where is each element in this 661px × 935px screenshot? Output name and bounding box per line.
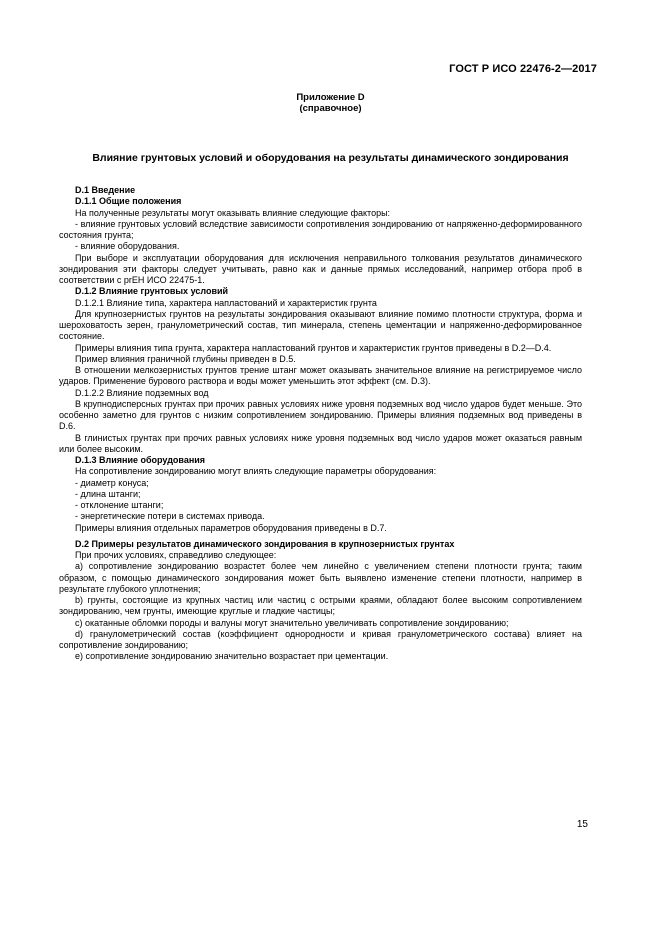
- subsection-heading: D.1.1 Общие положения: [75, 196, 182, 207]
- list-item: a) сопротивление зондированию возрастет более чем линейно с увеличением степени плотности грунта; таким образом, с помощью динамического зондирования может быть выявлено изменение степени плотности, например в результате глубокого уплотнения;: [59, 561, 582, 594]
- list-item: - длина штанги;: [75, 488, 141, 499]
- paragraph: На сопротивление зондированию могут влиять следующие параметры оборудования:: [75, 466, 437, 477]
- list-item: - влияние оборудования.: [75, 241, 180, 252]
- paragraph: Для крупнозернистых грунтов на результаты зондирования оказывают влияние помимо плотности структура, форма и шероховатость зерен, гранулометрический состав, тип минерала, степень цементации и напряженно-деформированное состояние.: [59, 308, 582, 342]
- list-item: b) грунты, состоящие из крупных частиц или частиц с острыми краями, обладают более высоким сопротивлением зондированию, чем грунты, имеющие круглые и гладкие частицы;: [59, 595, 582, 617]
- paragraph: В глинистых грунтах при прочих равных условиях ниже уровня подземных вод число ударов может оказаться равным или более высоким.: [59, 432, 582, 454]
- clause-heading: D.1.2.2 Влияние подземных вод: [75, 387, 209, 398]
- paragraph: При прочих условиях, справедливо следующее:: [75, 550, 277, 560]
- paragraph: При выборе и эксплуатации оборудования для исключения неправильного толкования результатов динамического зондирования эти факторы следует учитывать, равно как и данные прямых исследований, например отбора проб в соответствии с prEH ИСО 22475-1.: [59, 252, 582, 285]
- page-number: 15: [576, 819, 588, 830]
- section-heading: D.1 Введение: [75, 185, 136, 195]
- annex-title: Приложение D: [296, 92, 365, 103]
- list-item: - энергетические потери в системах привода.: [75, 511, 265, 522]
- subsection-heading: D.1.2 Влияние грунтовых условий: [75, 286, 229, 297]
- list-item: - влияние грунтовых условий вследствие зависимости сопротивления зондированию от напряженно-деформированного состояния грунта;: [59, 218, 582, 240]
- list-item: - отклонение штанги;: [75, 500, 164, 510]
- document-body: [59, 185, 582, 663]
- paragraph: В крупнодисперсных грунтах при прочих равных условиях ниже уровня подземных вод число ударов будет меньше. Это особенно заметно для грунтов с низким сопротивлением зондированию. Примеры влияния подземных вод приведены в D.6.: [59, 398, 582, 432]
- annex-heading: [0, 92, 661, 114]
- section-heading: D.2 Примеры результатов динамического зондирования в крупнозернистых грунтах: [75, 538, 455, 549]
- list-item: c) окатанные обломки породы и валуны могут значительно увеличивать сопротивление зондированию;: [75, 617, 509, 628]
- list-item: - диаметр конуса;: [75, 477, 149, 488]
- list-item: e) сопротивление зондированию значительно возрастает при цементации.: [75, 651, 389, 662]
- clause-heading: D.1.2.1 Влияние типа, характера напластований и характеристик грунта: [75, 297, 377, 308]
- list-item: d) гранулометрический состав (коэффициент однородности и кривая гранулометрического состава) влияет на сопротивление зондированию;: [59, 628, 582, 650]
- paragraph: Примеры влияния отдельных параметров оборудования приведены в D.7.: [75, 522, 387, 533]
- standard-header: ГОСТ Р ИСО 22476-2—2017: [449, 63, 597, 75]
- paragraph: Примеры влияния типа грунта, характера напластований грунтов и характеристик грунтов приведены в D.2—D.4.: [75, 342, 552, 353]
- subsection-heading: D.1.3 Влияние оборудования: [75, 455, 206, 465]
- paragraph: На полученные результаты могут оказывать влияние следующие факторы:: [75, 207, 391, 218]
- annex-subtitle: (справочное): [299, 103, 362, 114]
- document-title: Влияние грунтовых условий и оборудования на результаты динамического зондирования: [92, 152, 569, 164]
- paragraph: Пример влияния граничной глубины приведен в D.5.: [75, 353, 296, 364]
- paragraph: В отношении мелкозернистых грунтов трение штанг может оказывать значительное влияние на регистрируемое число ударов. Применение бурового раствора и воды может уменьшить этот эффект (см. D.3).: [59, 365, 582, 387]
